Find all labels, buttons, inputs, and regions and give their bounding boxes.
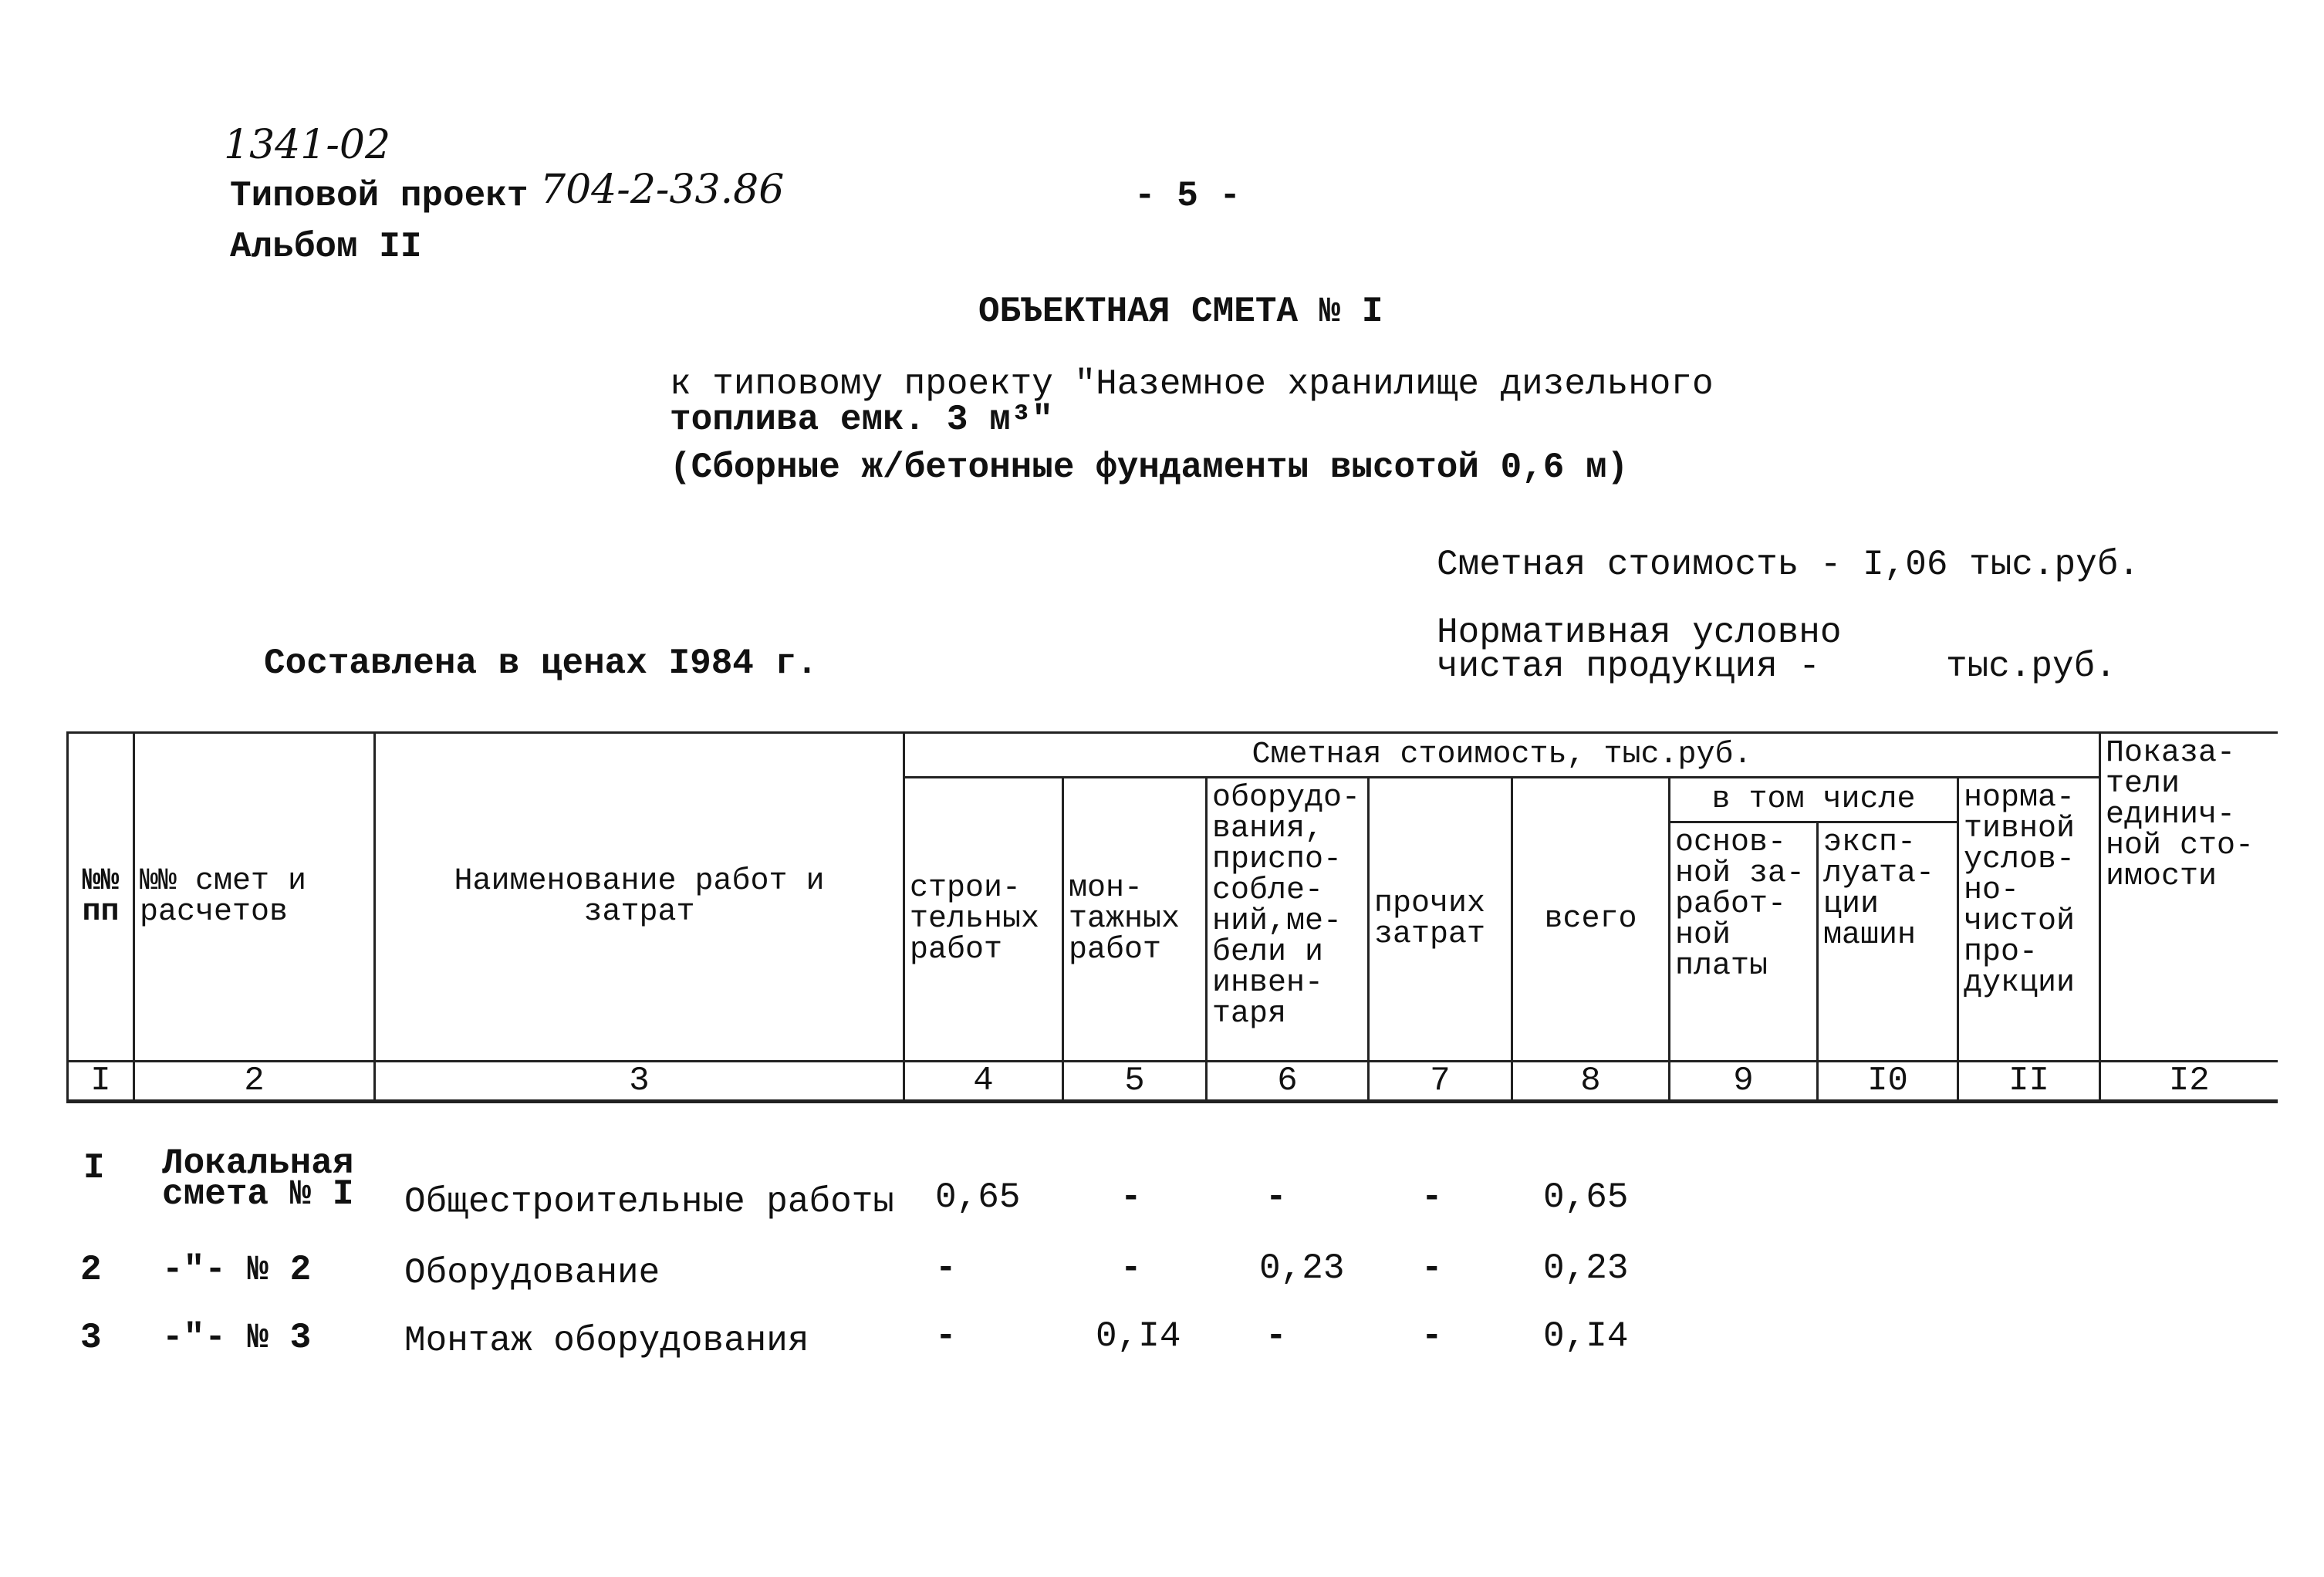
title-line-1: к типовому проекту "Наземное хранилище дизельного — [670, 364, 1714, 404]
col-number: 5 — [1063, 1062, 1207, 1102]
row-equipment: - — [1265, 1316, 1287, 1356]
header-row-1 — [68, 733, 2278, 778]
normative-label-2: чистая продукция - — [1437, 647, 1820, 687]
page-number: - 5 - — [1134, 176, 1241, 216]
title-line-2: топлива емк. 3 м³" — [670, 400, 1053, 440]
title-line-3: (Сборные ж/бетонные фундаменты высотой 0,6 м) — [670, 447, 1629, 488]
col-construction-header: строи- тельных работ — [904, 778, 1063, 1062]
row-reference: Локальная смета № I — [162, 1143, 354, 1214]
row-number: 3 — [80, 1318, 102, 1358]
row-name: Монтаж оборудования — [404, 1321, 809, 1361]
row-construction: 0,65 — [935, 1177, 1021, 1217]
row-name: Оборудование — [404, 1253, 660, 1293]
project-prefix: Типовой проект — [230, 176, 529, 216]
col-number: 7 — [1369, 1062, 1512, 1102]
row-installation: 0,I4 — [1096, 1316, 1181, 1356]
col-number: I — [68, 1062, 134, 1102]
col-wages-header: основ- ной за- работ- ной платы — [1670, 822, 1818, 1062]
col-number: 2 — [134, 1062, 375, 1102]
col-number: I0 — [1818, 1062, 1958, 1102]
row-equipment: 0,23 — [1259, 1248, 1345, 1288]
row-other: - — [1421, 1248, 1443, 1288]
col-number: 8 — [1512, 1062, 1670, 1102]
col-indicators-header: Показа- тели единич- ной сто- имости — [2100, 733, 2278, 1062]
estimate-table — [66, 731, 2278, 1103]
row-total: 0,I4 — [1543, 1316, 1629, 1356]
col-num-header: №№ пп — [68, 733, 134, 1062]
normative-unit: тыс.руб. — [1946, 647, 2116, 687]
row-construction: - — [935, 1316, 957, 1356]
col-total-header: всего — [1512, 778, 1670, 1062]
row-total: 0,23 — [1543, 1248, 1629, 1288]
row-number: 2 — [80, 1250, 102, 1290]
col-number: 9 — [1670, 1062, 1818, 1102]
col-name-header: Наименование работ и затрат — [375, 733, 904, 1062]
row-installation: - — [1120, 1177, 1142, 1217]
col-other-header: прочих затрат — [1369, 778, 1512, 1062]
including-header: в том числе — [1670, 778, 1958, 822]
col-normative-header: норма- тивной услов- но- чистой про- дукции — [1958, 778, 2100, 1062]
col-number: 4 — [904, 1062, 1063, 1102]
price-basis: Составлена в ценах I984 г. — [264, 643, 818, 684]
row-name: Общестроительные работы — [404, 1182, 894, 1222]
col-number: 3 — [375, 1062, 904, 1102]
col-machines-header: эксп- луата- ции машин — [1818, 822, 1958, 1062]
row-other: - — [1421, 1177, 1443, 1217]
col-installation-header: мон- тажных работ — [1063, 778, 1207, 1062]
project-number: 704-2-33.86 — [540, 167, 785, 213]
cost-group-header: Сметная стоимость, тыс.руб. — [904, 733, 2100, 778]
column-numbers-row — [68, 1062, 2278, 1102]
row-other: - — [1421, 1316, 1443, 1356]
album-label: Альбом II — [230, 227, 422, 267]
row-reference: -"- № 3 — [162, 1318, 312, 1358]
col-number: 6 — [1207, 1062, 1369, 1102]
col-equipment-header: оборудо- вания, приспо- собле- ний,ме- бели и инвен- таря — [1207, 778, 1369, 1062]
normative-label-1: Нормативная условно — [1437, 613, 1842, 653]
col-number: II — [1958, 1062, 2100, 1102]
row-reference: -"- № 2 — [162, 1250, 312, 1290]
row-total: 0,65 — [1543, 1177, 1629, 1217]
row-number: I — [83, 1148, 105, 1188]
row-construction: - — [935, 1248, 957, 1288]
document-title: ОБЪЕКТНАЯ СМЕТА № I — [978, 292, 1383, 332]
estimated-cost: Сметная стоимость - I,06 тыс.руб. — [1437, 545, 2140, 585]
col-ref-header: №№ смет и расчетов — [134, 733, 375, 1062]
row-equipment: - — [1265, 1177, 1287, 1217]
doc-number: 1341-02 — [224, 122, 391, 168]
row-installation: - — [1120, 1248, 1142, 1288]
col-number: I2 — [2100, 1062, 2278, 1102]
